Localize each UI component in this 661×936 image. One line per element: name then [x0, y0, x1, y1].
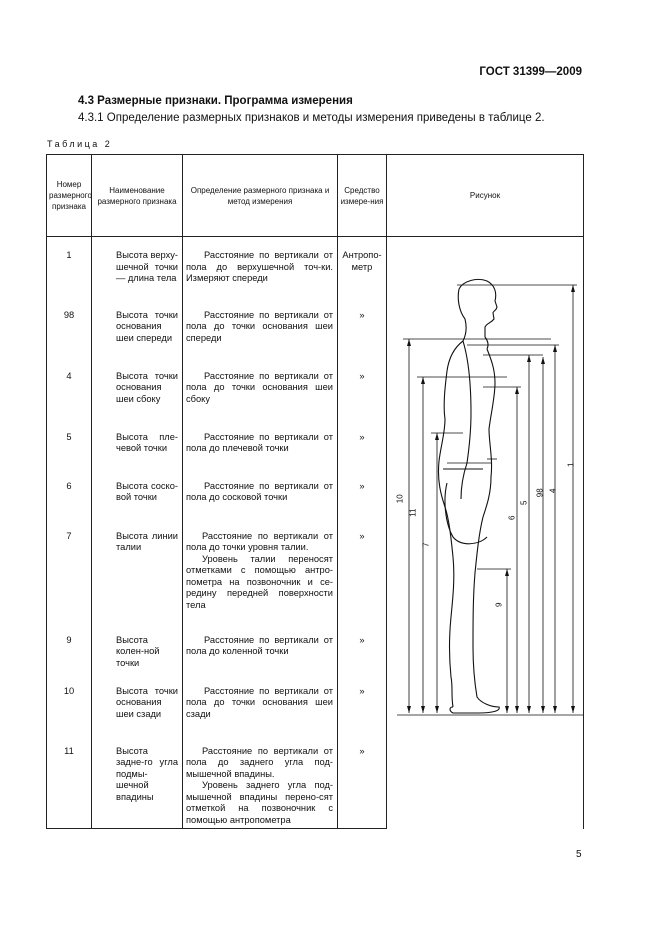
front-outline: [450, 349, 499, 713]
row-number: 5: [66, 431, 72, 442]
row-definition: Расстояние по вертикали от пола до точки уровня талии.: [186, 530, 333, 552]
row-number: 1: [66, 250, 72, 260]
row-number: 98: [63, 309, 75, 320]
standard-header: ГОСТ 31399—2009: [479, 66, 582, 78]
row-tool: »: [359, 685, 365, 696]
row-definition: Расстояние по вертикали от пола до сосковой точки: [186, 480, 333, 502]
section-subtitle: 4.3.1 Определение размерных признаков и методы измерения приведены в таблице 2.: [78, 112, 545, 124]
row-definition: Расстояние по вертикали от пола до точки основания шеи сзади: [186, 685, 333, 719]
col-header-name: Наименование размерного признака: [92, 155, 183, 237]
dim-label: 98: [535, 488, 545, 498]
row-name: Высота линии талии: [116, 530, 178, 552]
row-definition: Расстояние по вертикали от пола до плечевой точки: [186, 431, 333, 453]
row-tool: »: [359, 431, 365, 442]
row-name: Высота соско-вой точки: [116, 480, 178, 502]
row-number: 9: [66, 634, 72, 645]
dim-label: 10: [395, 494, 405, 504]
row-definition: Расстояние по вертикали от пола до коленной точки: [186, 634, 333, 656]
body-figure: [387, 237, 584, 837]
arm-outline: [461, 341, 471, 499]
table-caption: Таблица 2: [47, 139, 113, 149]
col-header-definition: Определение размерного признака и метод измерения: [183, 155, 338, 237]
row-definition: Расстояние по вертикали от пола до верхушечной точ-ки. Измеряют спереди: [186, 250, 333, 283]
row-tool: »: [359, 530, 365, 541]
head-outline: [459, 279, 497, 349]
row-name: Высота верху-шечной точки — длина тела: [116, 250, 178, 283]
page-number: 5: [576, 849, 582, 860]
row-name: Высота задне-го угла подмы-шечной впадины: [116, 745, 178, 802]
row-number: 11: [64, 745, 74, 756]
row-definition-note: Уровень талии переносят отметками с помощью антро-пометра на позвоночник и се-редину передней поверхности тела: [186, 553, 333, 610]
dim-label: 6: [507, 515, 517, 520]
row-number: 7: [66, 530, 72, 541]
col-header-figure: Рисунок: [387, 155, 584, 237]
figure-cell: [387, 237, 584, 829]
row-name: Высота точки основания шеи сзади: [116, 685, 178, 719]
row-definition: Расстояние по вертикали от пола до заднего угла под-мышечной впадины.: [186, 745, 333, 779]
dim-label: 7: [421, 542, 431, 547]
col-header-number: Номер размерного признака: [47, 155, 92, 237]
row-tool: »: [359, 745, 365, 756]
row-number: 6: [66, 480, 72, 491]
row-name: Высота точки основания шеи спереди: [116, 309, 178, 343]
row-definition-note: Уровень заднего угла под-мышечной впадины перено-сят отметкой на позвоночник с помощью антропометра: [186, 780, 333, 825]
dim-label: 9: [494, 602, 504, 607]
row-tool: Антропо-метр: [342, 250, 382, 272]
dim-label: 11: [408, 508, 418, 517]
row-name: Высота пле-чевой точки: [116, 431, 178, 453]
row-definition: Расстояние по вертикали от пола до точки основания шеи сбоку: [186, 370, 333, 404]
measurement-table: [46, 154, 584, 829]
row-definition: Расстояние по вертикали от пола до точки основания шеи спереди: [186, 309, 333, 343]
dim-label: 5: [519, 500, 529, 505]
col-header-tool: Средство измере-ния: [338, 155, 387, 237]
row-tool: »: [359, 634, 365, 645]
row-name: Высота колен-ной точки: [116, 634, 160, 668]
section-title: 4.3 Размерные признаки. Программа измерения: [78, 95, 353, 107]
table-row: [47, 237, 584, 297]
row-number: 4: [66, 370, 72, 381]
dim-label: 4: [548, 488, 558, 493]
row-number: 10: [63, 685, 75, 696]
row-tool: »: [359, 309, 365, 320]
dim-label: 1: [566, 462, 576, 467]
back-outline: [438, 289, 466, 707]
row-tool: »: [359, 370, 365, 381]
shorts-outline: [445, 483, 487, 544]
row-tool: »: [359, 480, 365, 491]
row-name: Высота точки основания шеи сбоку: [116, 370, 178, 404]
table-header-row: [47, 155, 584, 237]
